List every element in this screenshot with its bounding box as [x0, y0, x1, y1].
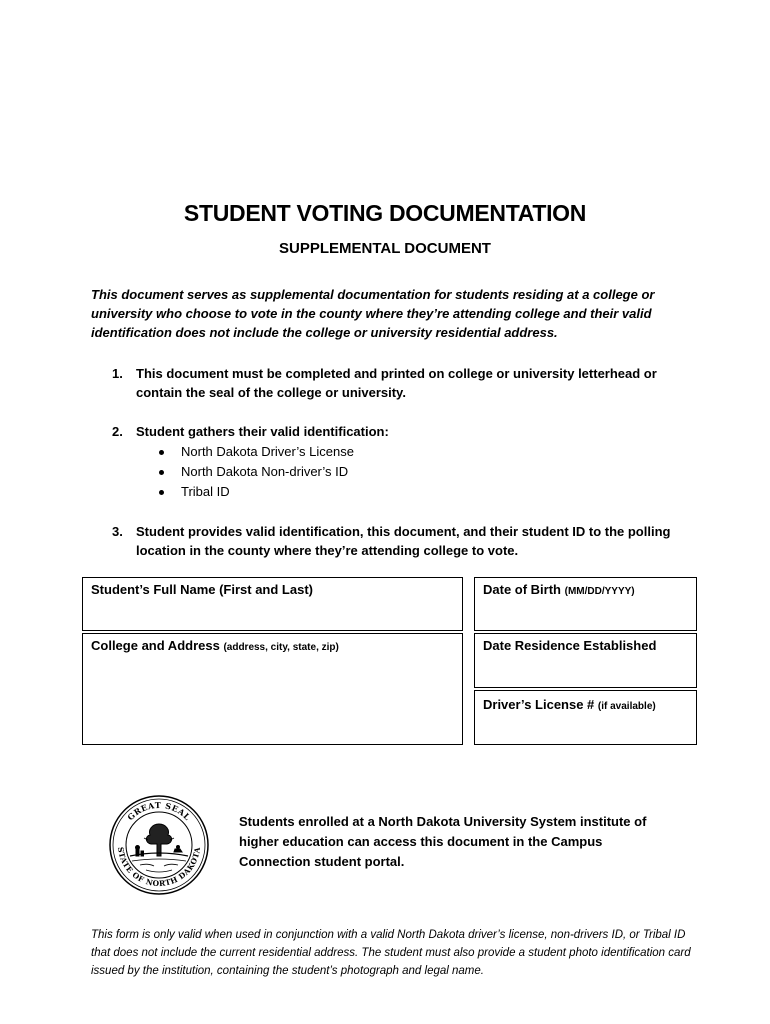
step-text: Student gathers their valid identification:: [136, 424, 389, 439]
id-type-list: [156, 442, 354, 502]
college-address-hint: (address, city, state, zip): [223, 642, 339, 653]
step-text: This document must be completed and printed on college or university letterhead or contain the seal of the college or university.: [136, 366, 657, 400]
residence-date-label: Date Residence Established: [483, 638, 657, 653]
drivers-license-label: [483, 697, 656, 712]
step-number: 2.: [112, 424, 123, 439]
footer-note: This form is only valid when used in conjunction with a valid North Dakota driver’s license, non-drivers ID, or Tribal ID that does not include the current residential address. The student must also provide a student photo identification card issued by the institution, containing the student’s photograph and legal name.: [91, 929, 691, 977]
drivers-license-field[interactable]: [474, 690, 697, 745]
full-name-label: Student’s Full Name (First and Last): [91, 582, 313, 597]
intro-paragraph: This document serves as supplemental documentation for students residing at a college or university who choose to vote in the county where they’re attending college and their valid identification does not include the college or university residential address.: [91, 287, 655, 340]
step-3: [112, 522, 692, 560]
date-of-birth-field[interactable]: [474, 577, 697, 631]
step-number: 1.: [112, 366, 123, 381]
list-item: Tribal ID: [156, 482, 354, 502]
svg-text:GREAT SEAL: GREAT SEAL: [125, 799, 193, 823]
list-item: North Dakota Driver’s License: [156, 442, 354, 462]
step-2: [112, 422, 692, 441]
drivers-license-hint: (if available): [597, 701, 656, 712]
list-item: North Dakota Non-driver’s ID: [156, 462, 354, 482]
step-number: 3.: [112, 524, 123, 539]
date-of-birth-hint: (MM/DD/YYYY): [564, 586, 635, 597]
college-address-label: [91, 638, 339, 653]
college-address-label-text: College and Address: [91, 638, 224, 653]
svg-text:STATE OF NORTH DAKOTA: STATE OF NORTH DAKOTA: [115, 846, 203, 889]
step-text: Student provides valid identification, this document, and their student ID to the polling location in the county where they’re attending college to vote.: [136, 524, 671, 558]
college-address-field[interactable]: [82, 633, 463, 745]
date-of-birth-label-text: Date of Birth: [483, 582, 565, 597]
residence-date-field[interactable]: [474, 633, 697, 688]
drivers-license-label-text: Driver’s License #: [483, 697, 598, 712]
page-title: STUDENT VOTING DOCUMENTATION: [183, 200, 587, 226]
portal-note: Students enrolled at a North Dakota University System institute of higher education can access this document in the Campus Connection student portal.: [239, 814, 647, 869]
state-seal-icon: [108, 794, 210, 896]
step-1: [112, 364, 692, 402]
page-subtitle: SUPPLEMENTAL DOCUMENT: [279, 240, 491, 257]
date-of-birth-label: [483, 582, 635, 597]
full-name-field[interactable]: [82, 577, 463, 631]
